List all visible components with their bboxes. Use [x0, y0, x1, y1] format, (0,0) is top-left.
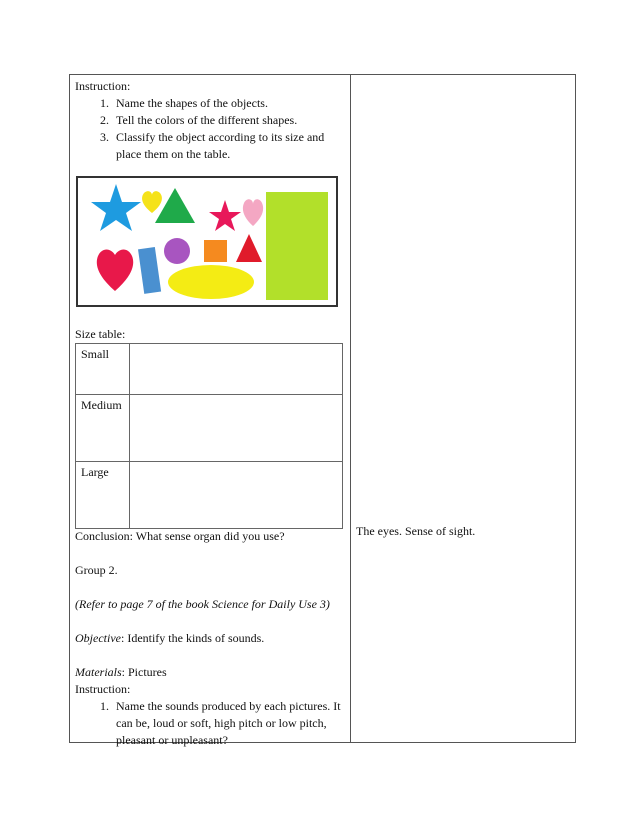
- materials-label: Materials: [75, 665, 122, 679]
- reference-italic: (Refer to page 7 of the book Science for Daily Use 3): [75, 597, 330, 611]
- light-pink-heart-shape: [243, 199, 263, 226]
- conclusion-text: Conclusion: What sense organ did you use?: [75, 529, 285, 543]
- instruction2-item: 1. Name the sounds produced by each pictures. It can be, loud or soft, high pitch or low pitch, pleasant or unpleasant?: [112, 698, 349, 749]
- reference-text: [75, 596, 349, 613]
- instruction2-heading: Instruction:: [75, 682, 131, 696]
- pink-star-shape: [209, 200, 241, 231]
- table-row: [76, 344, 343, 395]
- materials-value: : Pictures: [121, 665, 167, 679]
- size-small-cell[interactable]: [130, 344, 343, 395]
- instruction-item: 3. Classify the object according to its size and place them on the table.: [112, 129, 347, 163]
- shapes-picture: [76, 176, 338, 307]
- size-medium-cell[interactable]: [130, 395, 343, 462]
- orange-square-shape: [204, 240, 227, 262]
- instruction-heading: Instruction:: [75, 79, 131, 93]
- lime-rectangle-shape: [266, 192, 328, 300]
- shapes-illustration: [78, 178, 336, 305]
- size-table: [75, 343, 343, 529]
- red-triangle-shape: [236, 234, 262, 262]
- left-column: [75, 78, 347, 163]
- instruction-item: 1. Name the shapes of the objects.: [112, 95, 347, 112]
- right-column: [356, 523, 570, 540]
- instruction2-list: [75, 698, 349, 749]
- answer-text: The eyes. Sense of sight.: [356, 524, 476, 538]
- size-large-cell[interactable]: [130, 462, 343, 529]
- size-large-label: Large: [76, 462, 130, 529]
- purple-circle-shape: [164, 238, 190, 264]
- blue-rectangle-shape: [138, 247, 161, 294]
- objective-value: : Identify the kinds of sounds.: [120, 631, 265, 645]
- size-small-label: Small: [76, 344, 130, 395]
- size-table-label: Size table:: [75, 327, 126, 341]
- blue-star-shape: [91, 184, 141, 231]
- yellow-heart-shape: [142, 191, 162, 213]
- table-row: [76, 462, 343, 529]
- left-column-bottom: [75, 528, 349, 749]
- group-heading: Group 2.: [75, 563, 118, 577]
- green-triangle-shape: [155, 188, 195, 223]
- objective-text: [75, 630, 349, 647]
- materials-text: [75, 664, 349, 681]
- yellow-ellipse-shape: [168, 265, 254, 299]
- objective-label: Objective: [75, 631, 121, 645]
- red-heart-shape: [97, 250, 133, 292]
- instruction-list: [75, 95, 347, 163]
- instruction-item: 2. Tell the colors of the different shapes.: [112, 112, 347, 129]
- column-divider: [350, 74, 351, 743]
- size-medium-label: Medium: [76, 395, 130, 462]
- table-row: [76, 395, 343, 462]
